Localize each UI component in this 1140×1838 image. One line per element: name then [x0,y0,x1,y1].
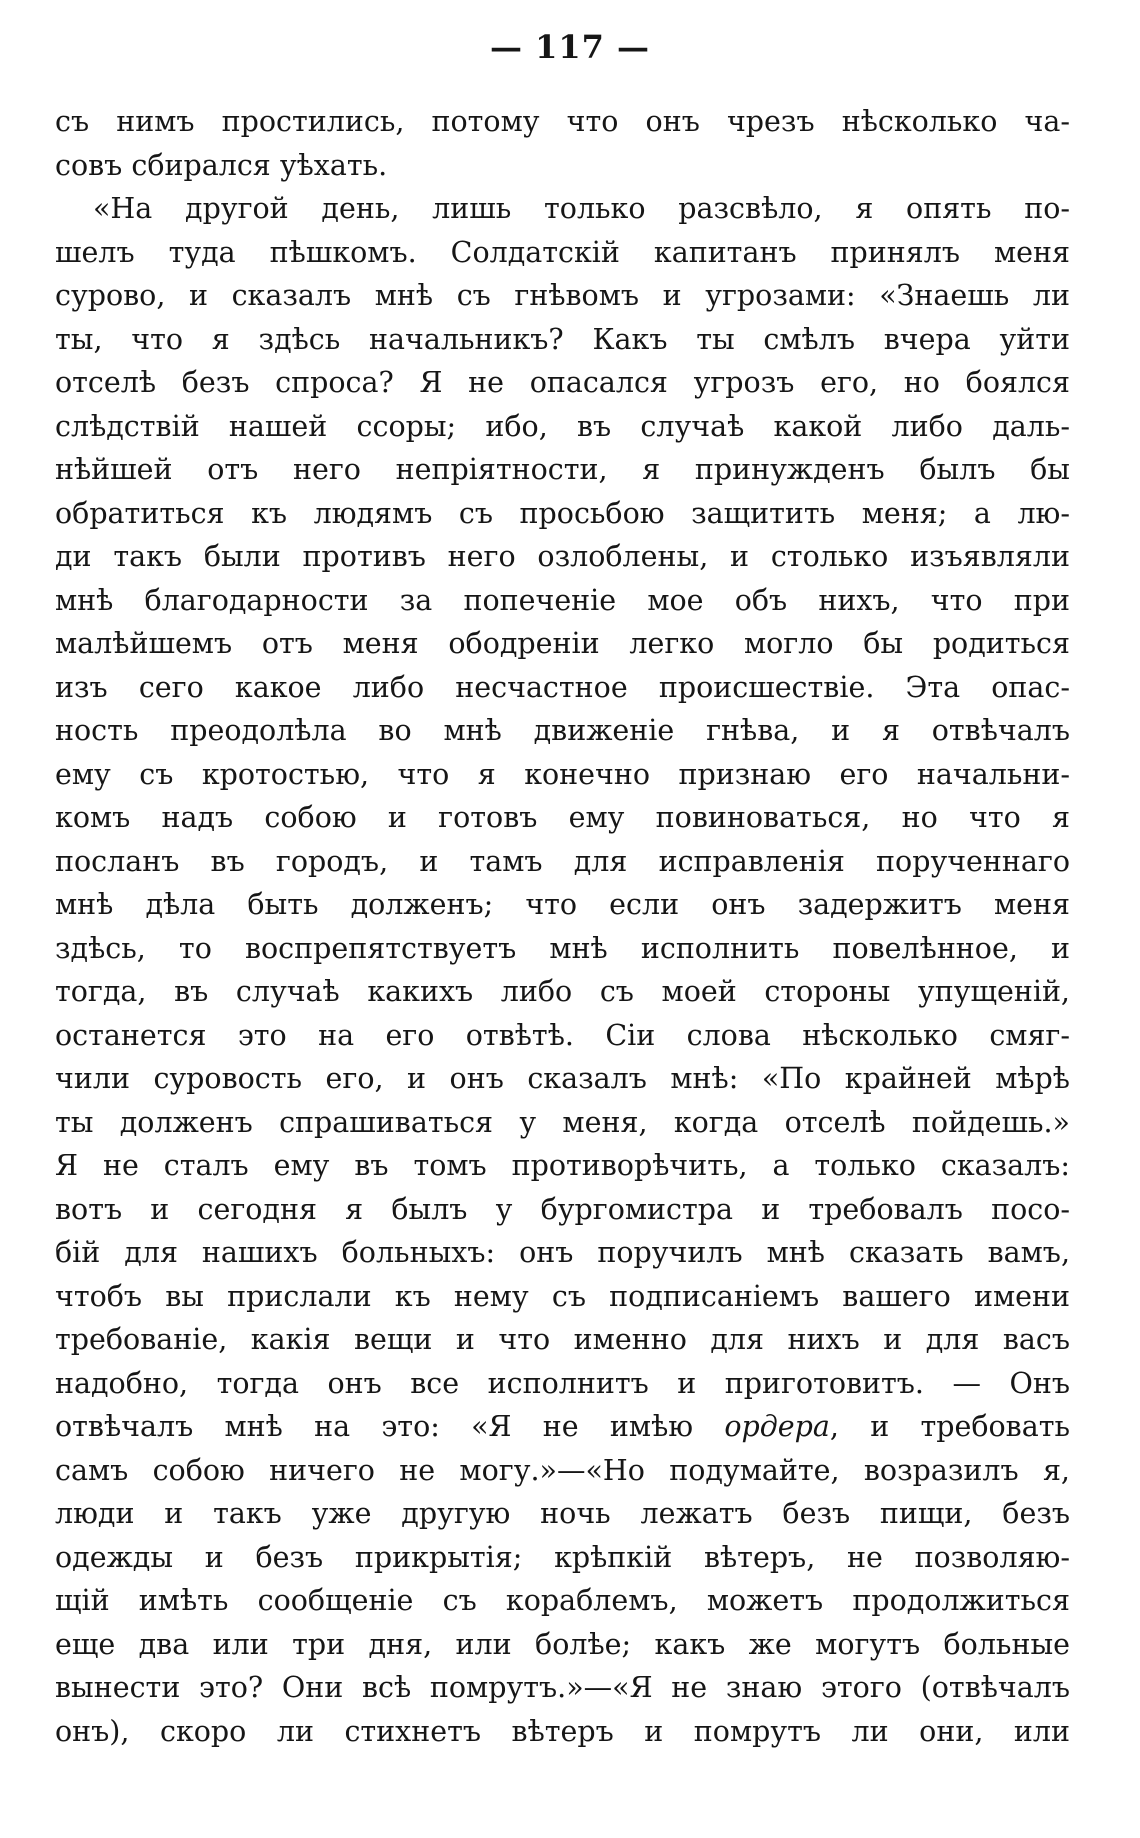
text-line: посланъ въ городъ, и тамъ для исправленія порученнаго [55,844,1070,878]
text-line: останется это на его отвѣтѣ. Сіи слова нѣсколько смяг- [55,1018,1070,1052]
text-segment: , и требовать [829,1410,1071,1443]
text-line: бій для нашихъ больныхъ: онъ поручилъ мнѣ сказать вамъ, [55,1236,1070,1269]
text-line: здѣсь, то воспрепятствуетъ мнѣ исполнить повелѣнное, и [55,931,1070,965]
text-line: совъ сбирался уѣхать. [55,148,388,182]
text-line: требованіе, какія вещи и что именно для нихъ и для васъ [55,1323,1070,1356]
text-line: сурово, и сказалъ мнѣ съ гнѣвомъ и угрозами: «Знаешь ли [55,279,1070,312]
text-line: вынести это? Они всѣ помрутъ.»—«Я не знаю этого (отвѣчалъ [55,1671,1070,1704]
page-number: — 117 — [489,28,651,66]
text-line: ты, что я здѣсь начальникъ? Какъ ты смѣлъ вчера уйти [55,322,1070,356]
text-line: комъ надъ собою и готовъ ему повиноваться, но что я [55,801,1070,834]
text-line: слѣдствій нашей ссоры; ибо, въ случаѣ какой либо даль- [55,409,1070,443]
text-line: мнѣ благодарности за попеченіе мое объ нихъ, что при [55,583,1070,617]
text-line: мнѣ дѣла быть долженъ; что если онъ задержитъ меня [55,888,1070,921]
text-line: шелъ туда пѣшкомъ. Солдатскій капитанъ принялъ меня [55,235,1070,269]
text-line: изъ сего какое либо несчастное происшествіе. Эта опас- [55,670,1070,704]
text-line: Я не сталъ ему въ томъ противорѣчить, а только сказалъ: [55,1149,1070,1182]
text-line: еще два или три дня, или болѣе; какъ же могутъ больные [55,1627,1070,1661]
text-line: щій имѣть сообщеніе съ кораблемъ, можетъ продолжиться [55,1584,1070,1617]
text-line: люди и такъ уже другую ночь лежатъ безъ пищи, безъ [55,1497,1070,1530]
text-segment: отвѣчалъ мнѣ на это: «Я не имѣю [55,1410,725,1443]
text-line: вотъ и сегодня я былъ у бургомистра и требовалъ посо- [55,1192,1070,1226]
italic-term: ордера [724,1410,830,1443]
text-line: онъ), скоро ли стихнетъ вѣтеръ и помрутъ ли они, или [55,1714,1070,1748]
text-line: малѣйшемъ отъ меня ободреніи легко могло бы родиться [55,627,1070,660]
text-line: чтобъ вы прислали къ нему съ подписаніемъ вашего имени [55,1279,1070,1313]
text-line: самъ собою ничего не могу.»—«Но подумайте, возразилъ я, [55,1453,1070,1487]
text-line: ди такъ были противъ него озлоблены, и столько изъявляли [55,540,1070,573]
text-line: нѣйшей отъ него непріятности, я принужденъ былъ бы [55,453,1070,486]
text-line: съ нимъ простились, потому что онъ чрезъ нѣсколько ча- [55,105,1070,138]
text-line: надобно, тогда онъ все исполнитъ и приготовитъ. — Онъ [55,1366,1070,1400]
text-line: ему съ кротостью, что я конечно признаю его начальни- [55,757,1070,791]
text-line [55,1405,1070,1449]
text-line: обратиться къ людямъ съ просьбою защитить меня; а лю- [55,496,1070,530]
text-line: одежды и безъ прикрытія; крѣпкій вѣтеръ, не позволяю- [55,1540,1070,1574]
text-line: чили суровость его, и онъ сказалъ мнѣ: «По крайней мѣрѣ [55,1062,1070,1095]
text-line: отселѣ безъ спроса? Я не опасался угрозъ его, но боялся [55,366,1070,399]
text-line: «На другой день, лишь только разсвѣло, я опять по- [93,192,1070,225]
body-text [55,100,1070,1753]
text-line: тогда, въ случаѣ какихъ либо съ моей стороны упущеній, [55,975,1070,1008]
text-line: ты долженъ спрашиваться у меня, когда отселѣ пойдешь.» [55,1105,1070,1139]
text-line: ность преодолѣла во мнѣ движеніе гнѣва, и я отвѣчалъ [55,714,1070,747]
